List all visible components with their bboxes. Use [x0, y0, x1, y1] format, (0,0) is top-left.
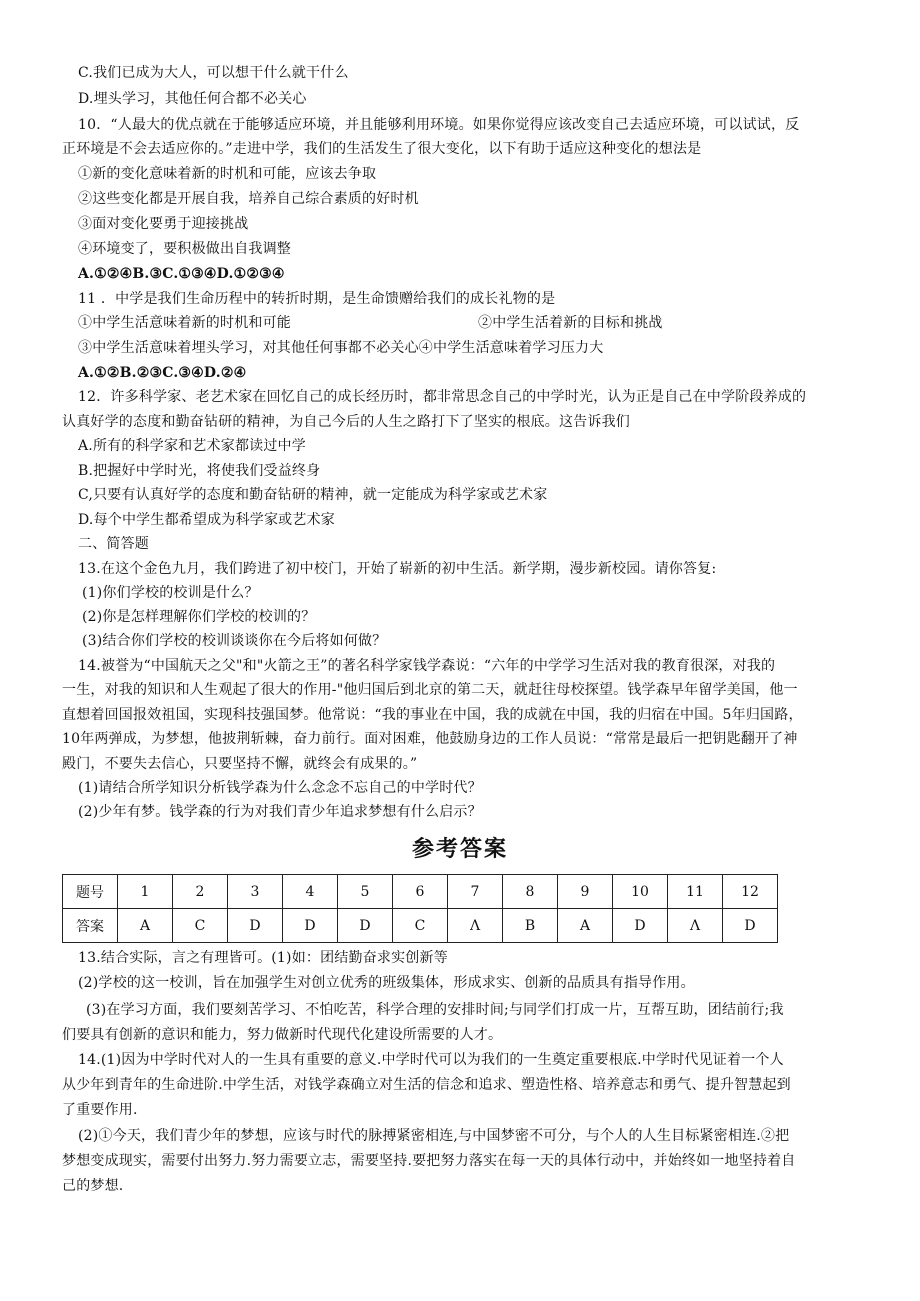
q9-option-c: C.我们已成为大人，可以想干什么就干什么	[78, 65, 349, 81]
table-row-answers	[63, 909, 778, 943]
q12-stem-line-2: 认真好学的态度和勤奋钻研的精神，为自己今后的人生之路打下了坚实的根底。这告诉我们	[62, 414, 630, 430]
table-cell-answer: A	[558, 909, 613, 943]
q12-option-c: C,只要有认真好学的态度和勤奋钻研的精神，就一定能成为科学家或艺术家	[78, 487, 548, 503]
a13-line-4: 们要具有创新的意识和能力，努力做新时代现代化建设所需要的人才。	[62, 1027, 503, 1043]
table-cell-answer: Λ	[668, 909, 723, 943]
q13-sub-2: (2)你是怎样理解你们学校的校训的？	[82, 609, 316, 625]
answer-title: 参考答案	[411, 836, 508, 862]
q10-item-4: ④环境变了，要积极做出自我调整	[78, 241, 291, 257]
q14-sub-1: (1)请结合所学知识分析钱学森为什么念念不忘自己的中学时代？	[78, 780, 482, 796]
table-cell-answer: D	[283, 909, 338, 943]
table-cell-number: 7	[448, 875, 503, 909]
q14-line-2: 一生，对我的知识和人生观起了很大的作用-"他归国后到北京的第二天，就赶往母校探望。钱学森早年留学美国，他一	[62, 682, 798, 698]
a14-line-1: 14.(1)因为中学时代对人的一生具有重要的意义.中学时代可以为我们的一生奠定重要根底.中学时代见证着一个人	[78, 1052, 784, 1068]
table-cell-number: 3	[228, 875, 283, 909]
q12-stem-line-1: 12．许多科学家、老艺术家在回忆自己的成长经历时，都非常思念自己的中学时光，认为正是自己在中学阶段养成的	[78, 389, 807, 405]
q10-stem-line-1: 10．“人最大的优点就在于能够适应环境，并且能够利用环境。如果你觉得应该改变自己去适应环境，可以试试，反	[78, 117, 800, 133]
table-cell-number: 9	[558, 875, 613, 909]
q10-stem-line-2: 正环境是不会去适应你的。”走进中学，我们的生活发生了很大变化，以下有助于适应这种变化的想法是	[62, 141, 702, 157]
table-cell-number: 11	[668, 875, 723, 909]
table-cell-number: 1	[118, 875, 173, 909]
table-cell-answer: C	[173, 909, 228, 943]
table-cell-number: 12	[723, 875, 778, 909]
q11-item-2: ②中学生活着新的目标和挑战	[478, 315, 663, 331]
a14-line-2: 从少年到青年的生命进阶.中学生活，对钱学森确立对生活的信念和追求、塑造性格、培养意志和勇气、提升智慧起到	[62, 1077, 791, 1093]
a14-line-5: 梦想变成现实，需要付出努力.努力需要立志，需要坚持.要把努力落实在每一天的具体行动中，并始终如一地坚持着自	[62, 1153, 796, 1169]
table-cell-number: 2	[173, 875, 228, 909]
a14-line-4: (2)①今天，我们青少年的梦想，应该与时代的脉搏紧密相连,与中国梦密不可分，与个人的人生目标紧密相连.②把	[78, 1128, 790, 1144]
table-cell-answer: A	[118, 909, 173, 943]
q12-option-a: A.所有的科学家和艺术家都读过中学	[78, 438, 306, 454]
a13-line-2: (2)学校的这一校训，旨在加强学生对创立优秀的班级集体，形成求实、创新的品质具有指导作用。	[78, 975, 695, 991]
table-cell-number: 6	[393, 875, 448, 909]
table-header-answer: 答案	[63, 909, 118, 943]
table-cell-answer: C	[393, 909, 448, 943]
q14-line-4: 10年两弹成，为梦想，他披荆斩棘，奋力前行。面对困难，他鼓励身边的工作人员说：“常常是最后一把钥匙翻开了神	[62, 731, 798, 747]
table-cell-answer: D	[723, 909, 778, 943]
q10-item-2: ②这些变化都是开展自我，培养自己综合素质的好时机	[78, 191, 419, 207]
q14-sub-2: (2)少年有梦。钱学森的行为对我们青少年追求梦想有什么启示？	[78, 804, 482, 820]
q14-line-5: 殿门，不要失去信心，只要坚持不懈，就终会有成果的。”	[62, 756, 418, 772]
table-cell-number: 4	[283, 875, 338, 909]
a14-line-6: 己的梦想.	[62, 1178, 124, 1194]
table-cell-answer: Λ	[448, 909, 503, 943]
q11-stem: 11 ．中学是我们生命历程中的转折时期，是生命馈赠给我们的成长礼物的是	[78, 291, 556, 307]
q9-option-d: D.埋头学习，其他任何合都不必关心	[78, 91, 307, 107]
a14-line-3: 了重要作用.	[62, 1102, 138, 1118]
table-header-number: 题号	[63, 875, 118, 909]
q10-options: A.①②④B.③C.①③④D.①②③④	[78, 266, 285, 282]
q12-option-d: D.每个中学生都希望成为科学家或艺术家	[78, 512, 335, 528]
q11-item-3-4: ③中学生活意味着埋头学习，对其他任何事都不必关心④中学生活意味着学习压力大	[78, 340, 604, 356]
table-cell-number: 5	[338, 875, 393, 909]
a13-line-3: (3)在学习方面，我们要刻苦学习、不怕吃苦，科学合理的安排时间;与同学们打成一片，互帮互助，团结前行;我	[86, 1002, 784, 1018]
a13-line-1: 13.结合实际，言之有理皆可。(1)如：团结勤奋求实创新等	[78, 950, 448, 966]
table-row-numbers	[63, 875, 778, 909]
table-cell-number: 10	[613, 875, 668, 909]
q13-sub-3: (3)结合你们学校的校训谈谈你在今后将如何做？	[82, 633, 387, 649]
table-cell-number: 8	[503, 875, 558, 909]
section-heading-short-answer: 二、简答题	[78, 536, 149, 552]
q14-line-3: 直想着回国报效祖国，实现科技强国梦。他常说：“我的事业在中国，我的成就在中国，我的归宿在中国。5年归国路，	[62, 707, 803, 723]
q10-item-1: ①新的变化意味着新的时机和可能，应该去争取	[78, 166, 377, 182]
table-cell-answer: B	[503, 909, 558, 943]
table-cell-answer: D	[338, 909, 393, 943]
q12-option-b: B.把握好中学时光，将使我们受益终身	[78, 463, 321, 479]
q14-line-1: 14.被誉为“中国航天之父"和"火箭之王”的著名科学家钱学森说：“六年的中学学习生活对我的教育很深，对我的	[78, 658, 776, 674]
table-cell-answer: D	[613, 909, 668, 943]
table-cell-answer: D	[228, 909, 283, 943]
q13-sub-1: (1)你们学校的校训是什么？	[82, 585, 259, 601]
q11-item-1: ①中学生活意味着新的时机和可能	[78, 315, 291, 331]
q13-stem: 13.在这个金色九月，我们跨进了初中校门，开始了崭新的初中生活。新学期，漫步新校园。请你答复:	[78, 561, 717, 577]
q10-item-3: ③面对变化要勇于迎接挑战	[78, 216, 249, 232]
answer-table	[62, 874, 778, 943]
q11-options: A.①②B.②③C.③④D.②④	[78, 365, 247, 381]
